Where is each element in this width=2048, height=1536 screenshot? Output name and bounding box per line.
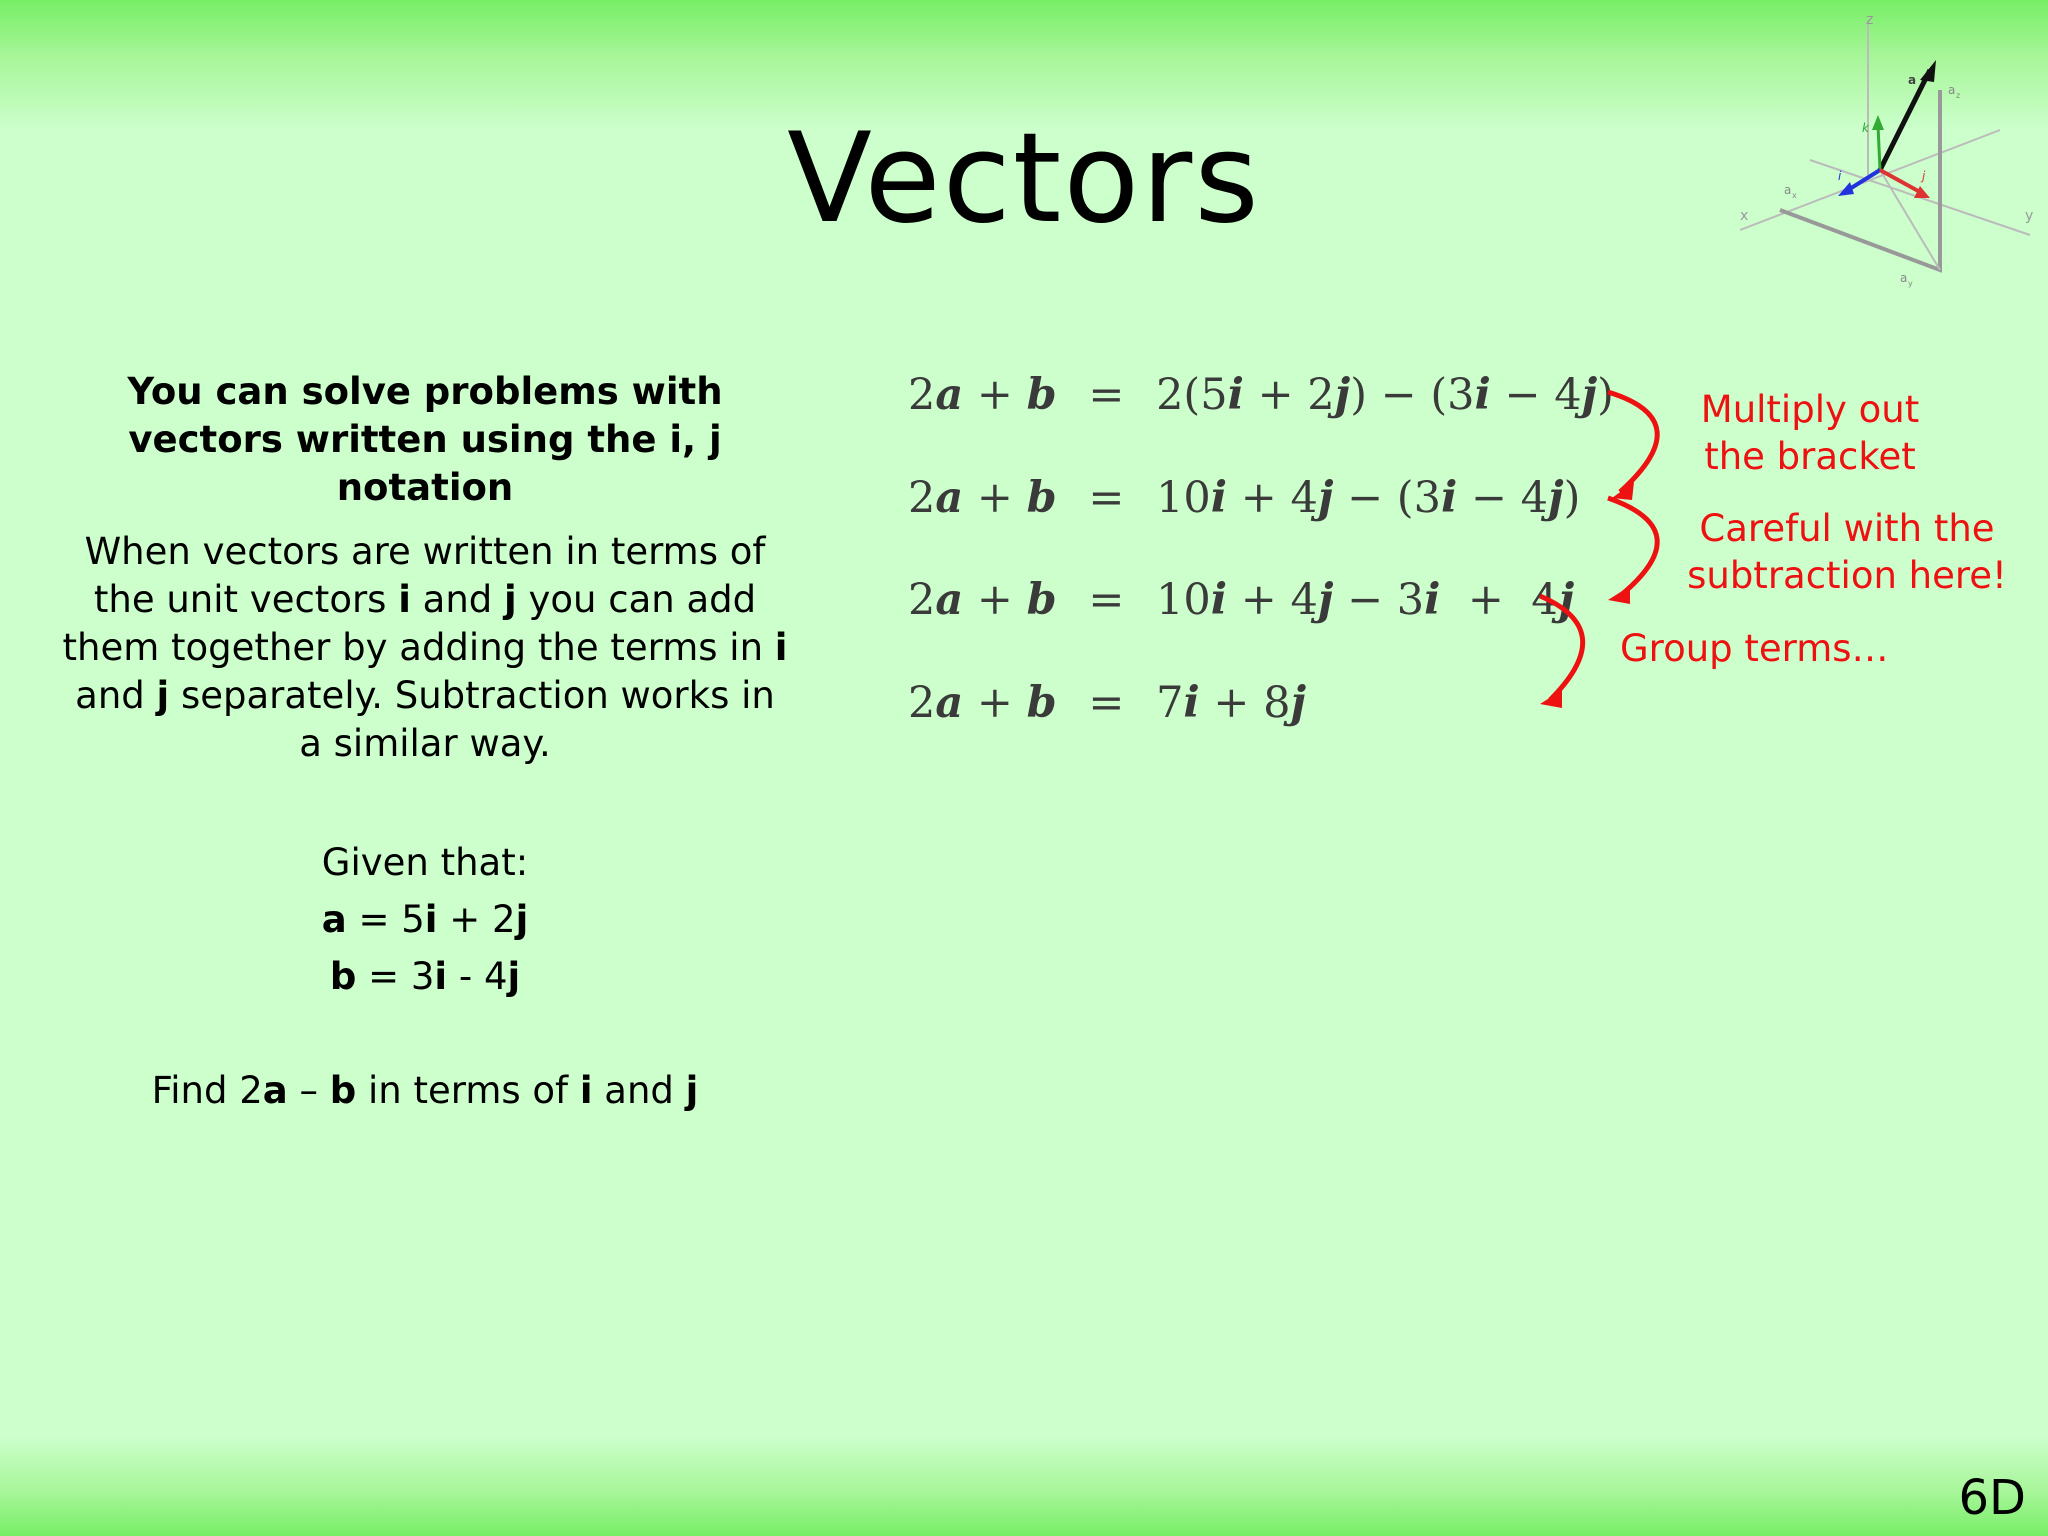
i-unit-arrow — [1848, 170, 1880, 190]
note-group: Group terms… — [1620, 627, 1889, 670]
vector-a-arrow — [1880, 70, 1930, 170]
ay-sub-label: y — [1908, 279, 1913, 288]
j-label: j — [1922, 169, 1926, 183]
k-label: k — [1862, 121, 1869, 135]
ax-label: a — [1784, 183, 1792, 197]
ay-label: a — [1900, 271, 1908, 285]
page-title: Vectors — [787, 107, 1261, 251]
note-careful: Careful with the subtraction here! — [1687, 507, 2007, 597]
az-sub-label: z — [1956, 91, 1961, 100]
explanation-paragraph: When vectors are written in terms of the unit vectors i and j you can add them together by adding the terms in i and j separately. Subtraction works in a similar way. — [62, 530, 788, 765]
equation-step-1: 2a + b = 2(5i + 2j) − (3i − 4j) — [908, 370, 1614, 420]
z-axis-label: z — [1866, 12, 1874, 28]
k-unit-arrow — [1878, 125, 1880, 170]
ax-sub-label: x — [1792, 191, 1797, 200]
given-b: b = 3i - 4j — [329, 955, 521, 998]
arrow-careful — [1608, 498, 1657, 596]
a-label: a — [1908, 73, 1917, 87]
note-multiply: Multiply out the bracket — [1700, 388, 1920, 478]
equation-step-2: 2a + b = 10i + 4j − (3i − 4j) — [908, 473, 1581, 523]
y-axis-label: y — [2025, 208, 2034, 224]
slide-number: 6D — [1958, 1470, 2026, 1526]
bottom-gradient-band — [0, 1436, 2048, 1536]
intro-text: You can solve problems with vectors written using the i, j notation — [127, 370, 723, 509]
equation-step-4: 2a + b = 7i + 8j — [908, 678, 1307, 728]
vector-axes-diagram — [1720, 10, 2040, 300]
i-label: i — [1838, 169, 1842, 183]
given-a: a = 5i + 2j — [321, 898, 529, 941]
component-path — [1780, 90, 1940, 270]
arrow-multiply — [1608, 392, 1657, 492]
given-block — [60, 834, 790, 1005]
question-text: Find 2a – b in terms of i and j — [151, 1069, 699, 1112]
given-label: Given that: — [321, 841, 529, 884]
x-axis-label: x — [1740, 208, 1749, 224]
equation-step-3: 2a + b = 10i + 4j − 3i + 4j — [908, 575, 1575, 625]
az-label: a — [1948, 83, 1956, 97]
